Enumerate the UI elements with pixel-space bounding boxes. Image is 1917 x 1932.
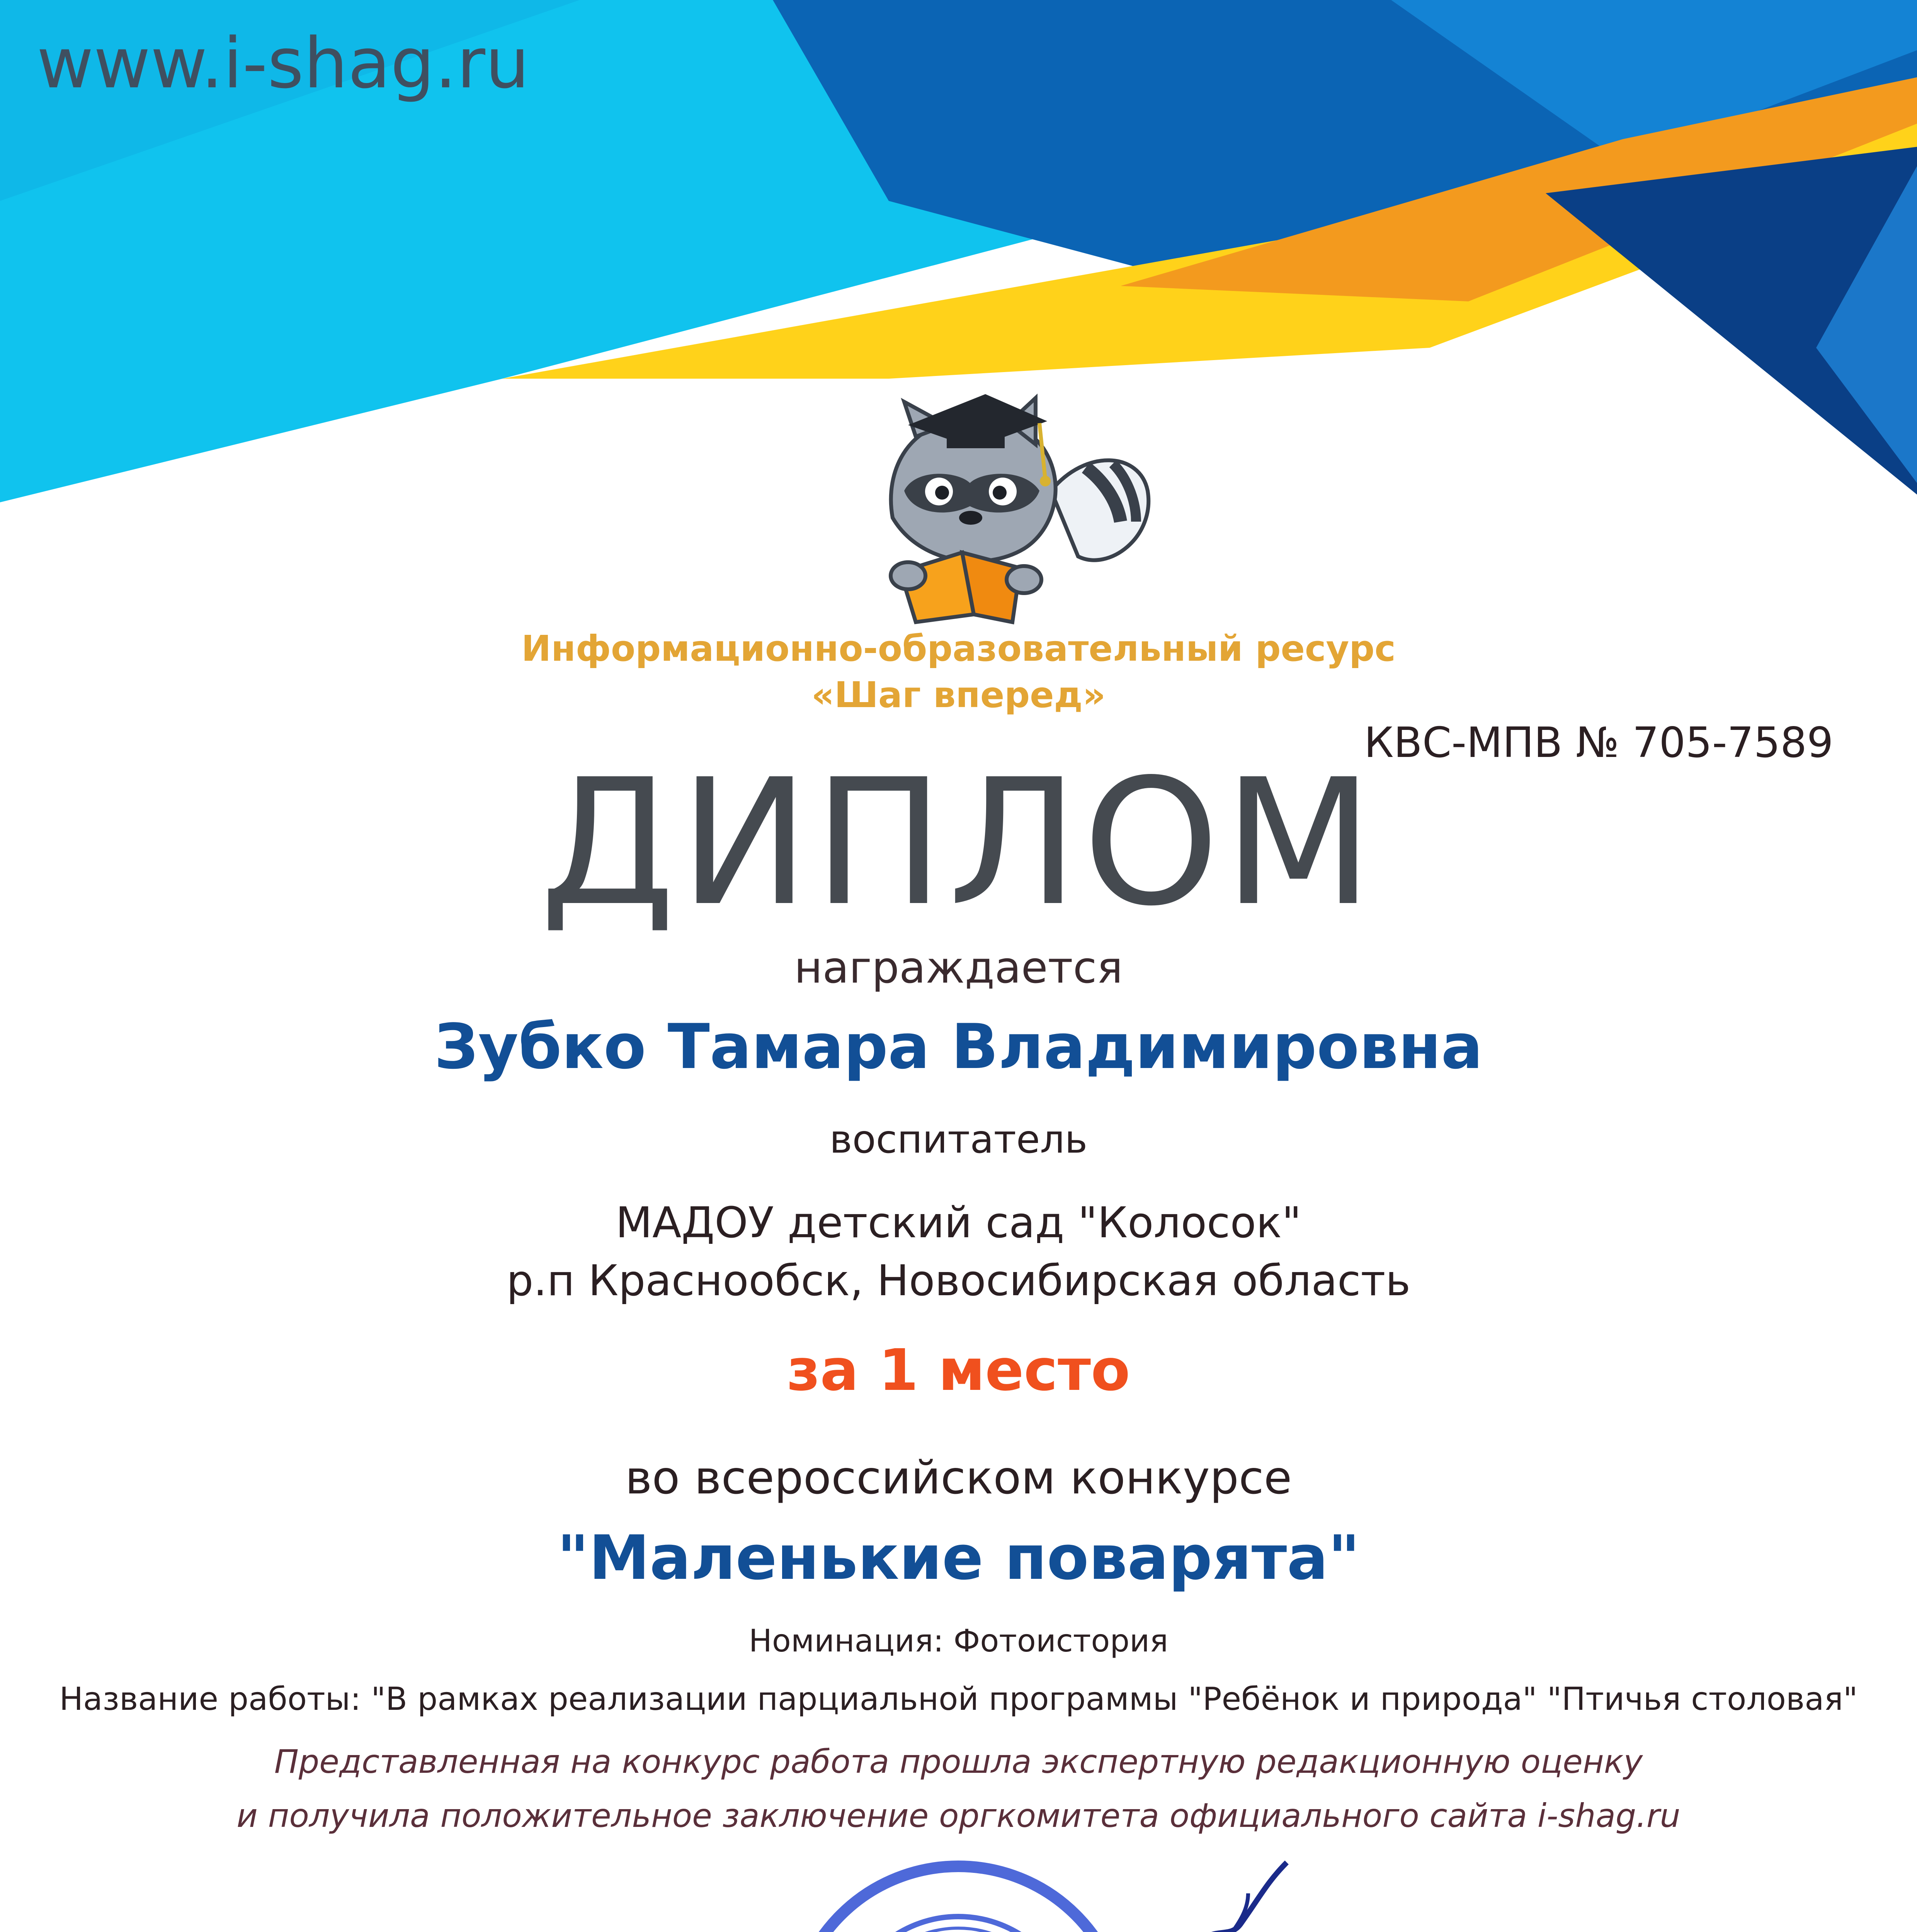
- official-stamp: [784, 1859, 1132, 1932]
- review-line1: Представленная на конкурс работа прошла экспертную редакционную оценку: [274, 1743, 1643, 1781]
- document-number: КВС-МПВ № 705-7589: [1364, 719, 1834, 767]
- nomination: Номинация: Фотоистория: [748, 1623, 1169, 1659]
- institution-line2: р.п Краснообск, Новосибирская область: [506, 1256, 1411, 1305]
- place-award: за 1 место: [787, 1337, 1130, 1403]
- awarded-label: награждается: [794, 943, 1123, 993]
- signature-scribbles: [1101, 1847, 1372, 1932]
- review-line2: и получила положительное заключение оргкомитета официального сайта i-shag.ru: [236, 1797, 1681, 1835]
- raccoon-mascot-logo: [869, 390, 1159, 626]
- recipient-name: Зубко Тамара Владимировна: [434, 1010, 1483, 1083]
- contest-intro: во всероссийском конкурсе: [625, 1451, 1292, 1504]
- diploma-title: ДИПЛОМ: [539, 742, 1378, 944]
- resource-name-line2: «Шаг вперед»: [811, 674, 1106, 716]
- institution-line1: МАДОУ детский сад "Колосок": [616, 1198, 1301, 1247]
- contest-name: "Маленькие поварята": [557, 1522, 1360, 1594]
- recipient-position: воспитатель: [829, 1117, 1088, 1162]
- resource-name-line1: Информационно-образовательный ресурс: [521, 628, 1396, 669]
- website-label: www.i-shag.ru: [37, 23, 530, 104]
- work-title: Название работы: "В рамках реализации парциальной программы "Ребёнок и природа" "Птичья столовая": [59, 1681, 1858, 1718]
